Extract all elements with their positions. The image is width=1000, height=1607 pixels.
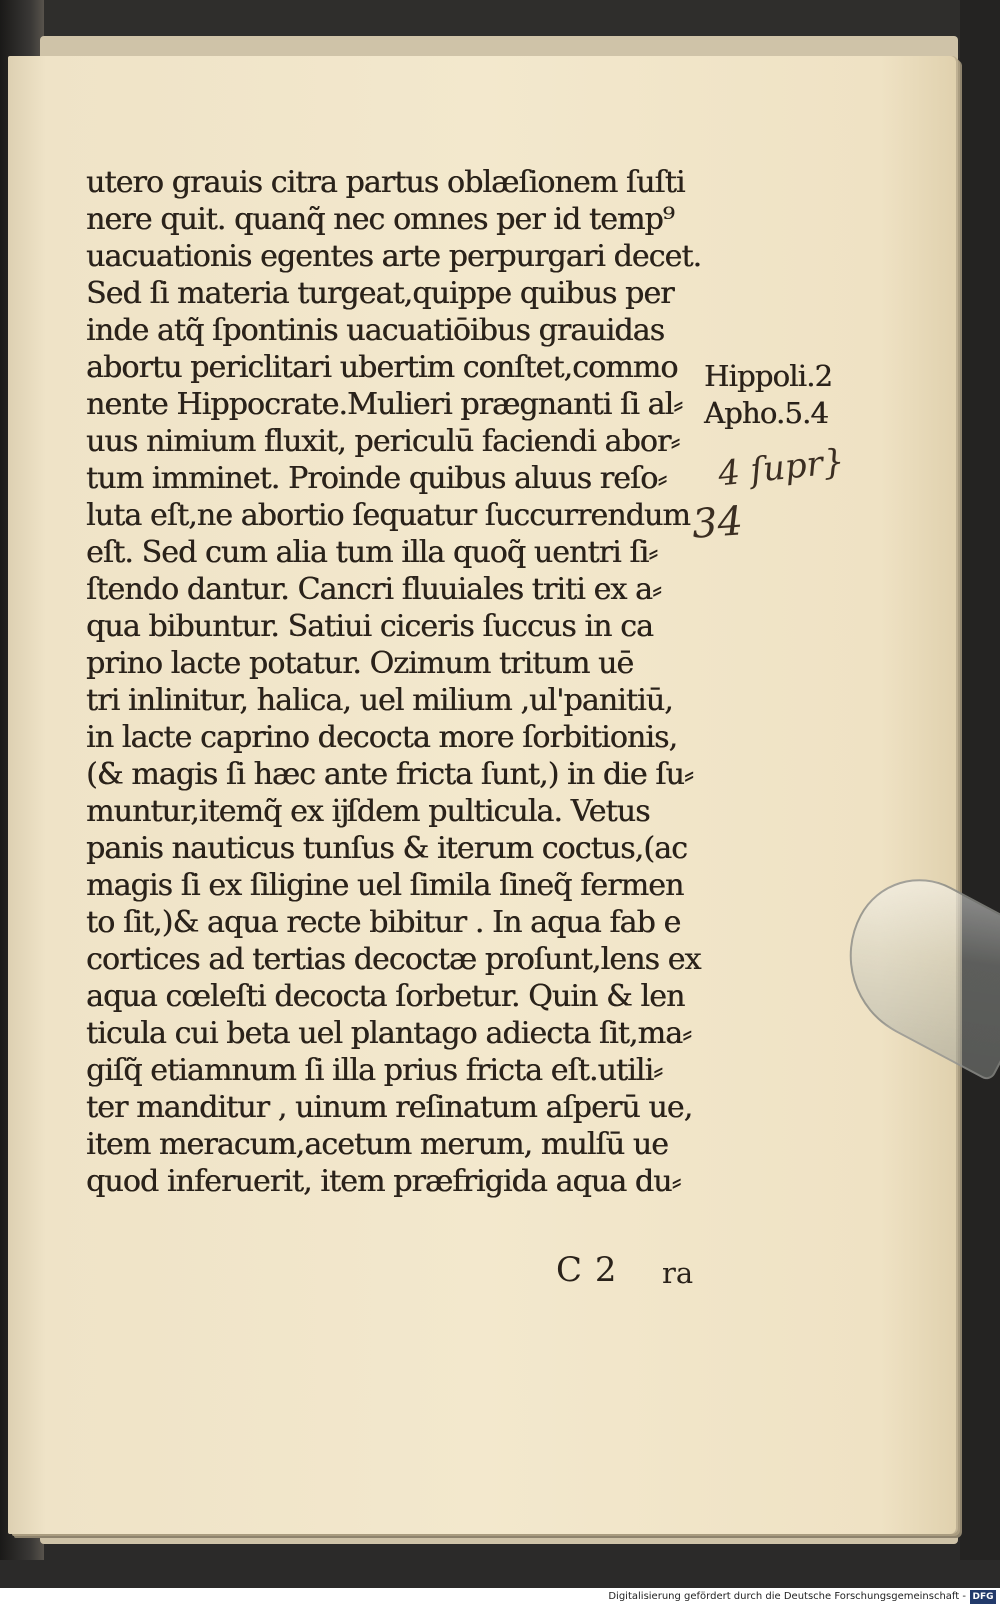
- text-line: tri inlinitur, halica, uel milium ,ul'panitiū,: [86, 683, 673, 718]
- text-line: ſtendo dantur. Cancri fluuiales triti ex a⸗: [86, 572, 662, 607]
- text-line: quod inferuerit, item præfrigida aqua du⸗: [86, 1164, 681, 1199]
- text-line: tum imminet. Proinde quibus aluus reſo⸗: [86, 461, 667, 496]
- marginal-note-line: Hippoli.2: [704, 359, 833, 393]
- text-line: giſq̃ etiamnum ſi illa prius fricta eſt.utili⸗: [86, 1053, 663, 1088]
- text-line: Sed ſi materia turgeat,quippe quibus per: [86, 276, 674, 311]
- scan-background-right: [960, 0, 1000, 1560]
- dfg-logo: DFG: [970, 1590, 996, 1604]
- text-line: utero grauis citra partus oblæſionem ſuſti: [86, 165, 685, 200]
- text-line: luta eſt,ne abortio ſequatur ſuccurrendum: [86, 498, 690, 533]
- text-line: inde atq̃ ſpontinis uacuatiōibus grauidas: [86, 313, 665, 348]
- text-line: item meracum,acetum merum, mulſū ue: [86, 1127, 669, 1162]
- text-line: nere quit. quanq̃ nec omnes per id temp⁹: [86, 202, 674, 237]
- main-text-block: [86, 164, 702, 1200]
- text-line: uus nimium fluxit, periculū faciendi abor⸗: [86, 424, 680, 459]
- text-line: eſt. Sed cum alia tum illa quoq̃ uentri ſi⸗: [86, 535, 658, 570]
- text-line: to ſit,)& aqua recte bibitur . In aqua fab e: [86, 905, 681, 940]
- text-line: magis ſi ex ſiligine uel ſimila ſineq̃ fermen: [86, 868, 684, 903]
- text-line: prino lacte potatur. Ozimum tritum uē: [86, 646, 634, 681]
- text-line: uacuationis egentes arte perpurgari decet.: [86, 239, 702, 274]
- text-line: nente Hippocrate.Mulieri prægnanti ſi al⸗: [86, 387, 683, 422]
- text-line: ter manditur , uinum reſinatum aſperū ue,: [86, 1090, 693, 1125]
- text-line: qua bibuntur. Satiui ciceris ſuccus in ca: [86, 609, 653, 644]
- text-line: muntur,itemq̃ ex ĳſdem pulticula. Vetus: [86, 794, 650, 829]
- text-line: (& magis ſi hæc ante fricta ſunt,) in die ſu⸗: [86, 757, 694, 792]
- text-line: abortu periclitari ubertim conſtet,commo: [86, 350, 678, 385]
- text-line: panis nauticus tunſus & iterum coctus,(ac: [86, 831, 687, 866]
- catchword: ra: [662, 1256, 694, 1290]
- marginal-note-line: Apho.5.4: [704, 396, 829, 430]
- text-line: in lacte caprino decocta more ſorbitionis,: [86, 720, 678, 755]
- signature-mark: C 2: [556, 1250, 618, 1290]
- handwritten-annotation: 34: [690, 498, 745, 548]
- handwritten-annotation: 4 ſupr}: [716, 441, 847, 495]
- printed-marginal-note: [704, 358, 854, 432]
- funding-credit: Digitalisierung gefördert durch die Deutsche Forschungsgemeinschaft -: [608, 1591, 966, 1602]
- text-line: aqua cœleſti decocta ſorbetur. Quin & len: [86, 979, 685, 1014]
- text-line: cortices ad tertias decoctæ proſunt,lens ex: [86, 942, 701, 977]
- text-line: ticula cui beta uel plantago adiecta ſit,ma⸗: [86, 1016, 692, 1051]
